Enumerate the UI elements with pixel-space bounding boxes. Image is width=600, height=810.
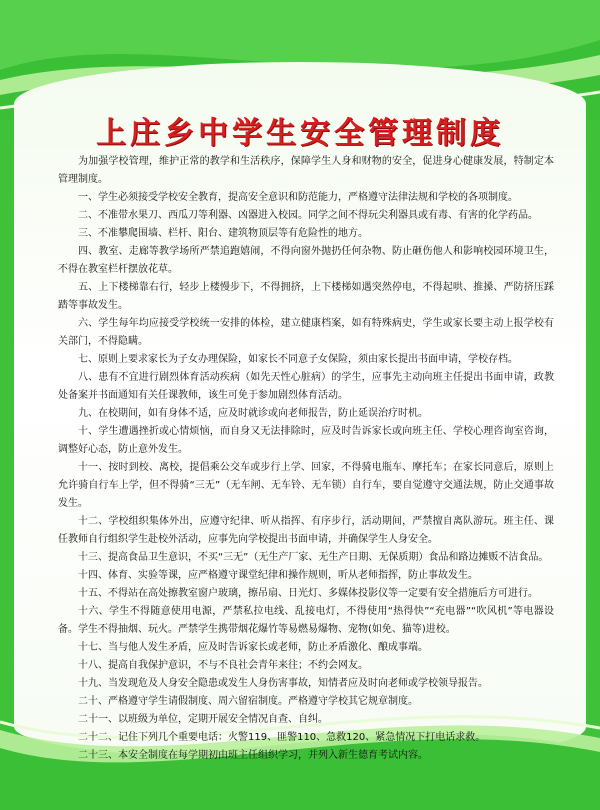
- page-title: 上庄乡中学生安全管理制度: [96, 116, 504, 151]
- rule-13: 十三、提高食品卫生意识，不买“三无”（无生产厂家、无生产日期、无保质期）食品和路边摊贩不洁食品。: [78, 552, 549, 563]
- rule-19: 十九、当发现危及人身安全隐患或发生人身伤害事故，知情者应及时向老师或学校领导报告。: [78, 678, 488, 689]
- rule-3: 三、不准攀爬围墙、栏杆、阳台、建筑物顶层等有危险性的地方。: [78, 228, 368, 239]
- rule-17: 十七、当与他人发生矛盾，应及时告诉家长或老师，防止矛盾激化、酿成事端。: [78, 642, 428, 653]
- intro-paragraph: 为加强学校管理，维护正常的教学和生活秩序，保障学生人身和财物的安全，促进身心健康发展，特制定本管理制度。: [58, 156, 554, 185]
- rule-18: 十八、提高自我保护意识，不与不良社会青年来往；不约会网友。: [78, 660, 368, 671]
- rule-12: 十二、学校组织集体外出，应遵守纪律、听从指挥、有序步行，活动期间，严禁擅自离队游玩。班主任、课任教师自行组织学生赴校外活动，应事先向学校提出书面申请，并确保学生人身安全。: [58, 516, 554, 545]
- rule-21: 二十一、以班级为单位，定期开展安全情况自查、自纠。: [78, 714, 328, 725]
- rule-22: 二十二、记住下列几个重要电话：火警119、匪警110、急救120、紧急情况下打电话求救。: [78, 732, 486, 743]
- rule-1: 一、学生必须接受学校安全教育，提高安全意识和防范能力，严格遵守法律法规和学校的各项制度。: [78, 192, 518, 203]
- rule-14: 十四、体育、实验等课，应严格遵守课堂纪律和操作规则，听从老师指挥，防止事故发生。: [78, 570, 478, 581]
- regulation-text: [58, 153, 554, 765]
- rule-2: 二、不准带水果刀、西瓜刀等利器、凶器进入校园。同学之间不得玩尖利器具或有毒、有害的化学药品。: [78, 210, 538, 221]
- rule-8: 八、患有不宜进行剧烈体育活动疾病（如先天性心脏病）的学生，应事先主动向班主任提出书面申请，政教处备案并书面通知有关任课教师，该生可免于参加剧烈体育活动。: [58, 372, 554, 401]
- rule-20: 二十、严格遵守学生请假制度、周六留宿制度。严格遵守学校其它规章制度。: [78, 696, 418, 707]
- rule-4: 四、教室、走廊等教学场所严禁追跑嬉闹，不得向窗外抛扔任何杂物、防止砸伤他人和影响校园环境卫生，不得在教室栏杆摆放花草。: [58, 246, 554, 275]
- rule-6: 六、学生每年均应接受学校统一安排的体检，建立健康档案，如有特殊病史，学生或家长要主动上报学校有关部门，不得隐瞒。: [58, 318, 554, 347]
- rule-9: 九、在校期间，如有身体不适，应及时就诊或向老师报告，防止延误治疗时机。: [78, 408, 428, 419]
- rule-10: 十、学生遭遇挫折或心情烦恼，而自身又无法排除时，应及时告诉家长或向班主任、学校心理咨询室咨询，调整好心态，防止意外发生。: [58, 426, 554, 455]
- rule-11: 十一、按时到校、离校，提倡乘公交车或步行上学、回家，不得骑电瓶车、摩托车；在家长同意后，原则上允许骑自行车上学，但不得骑“三无”（无车闸、无车铃、无车锁）自行车，要自觉遵守交通法规，防止交通事故发生。: [58, 462, 554, 509]
- rule-7: 七、原则上要求家长为子女办理保险，如家长不同意子女保险，须由家长提出书面申请，学校存档。: [78, 354, 518, 365]
- rule-23: 二十三、本安全制度在每学期初由班主任组织学习，并列入新生德育考试内容。: [78, 750, 428, 761]
- rule-15: 十五、不得站在高处擦教室窗户玻璃，擦吊扇、日光灯、多媒体投影仪等一定要有安全措施后方可进行。: [78, 588, 538, 599]
- rule-16: 十六、学生不得随意使用电源，严禁私拉电线、乱接电灯，不得使用“热得快”“充电器”“吹风机”等电器设备。学生不得抽烟、玩火。严禁学生携带烟花爆竹等易燃易爆物、宠物(如免、猫等)进校。: [58, 606, 554, 635]
- rule-5: 五、上下楼梯靠右行，轻步上楼慢步下，不得拥挤，上下楼梯如遇突然停电，不得起哄、推搡、严防挤压踩踏等事故发生。: [58, 282, 554, 311]
